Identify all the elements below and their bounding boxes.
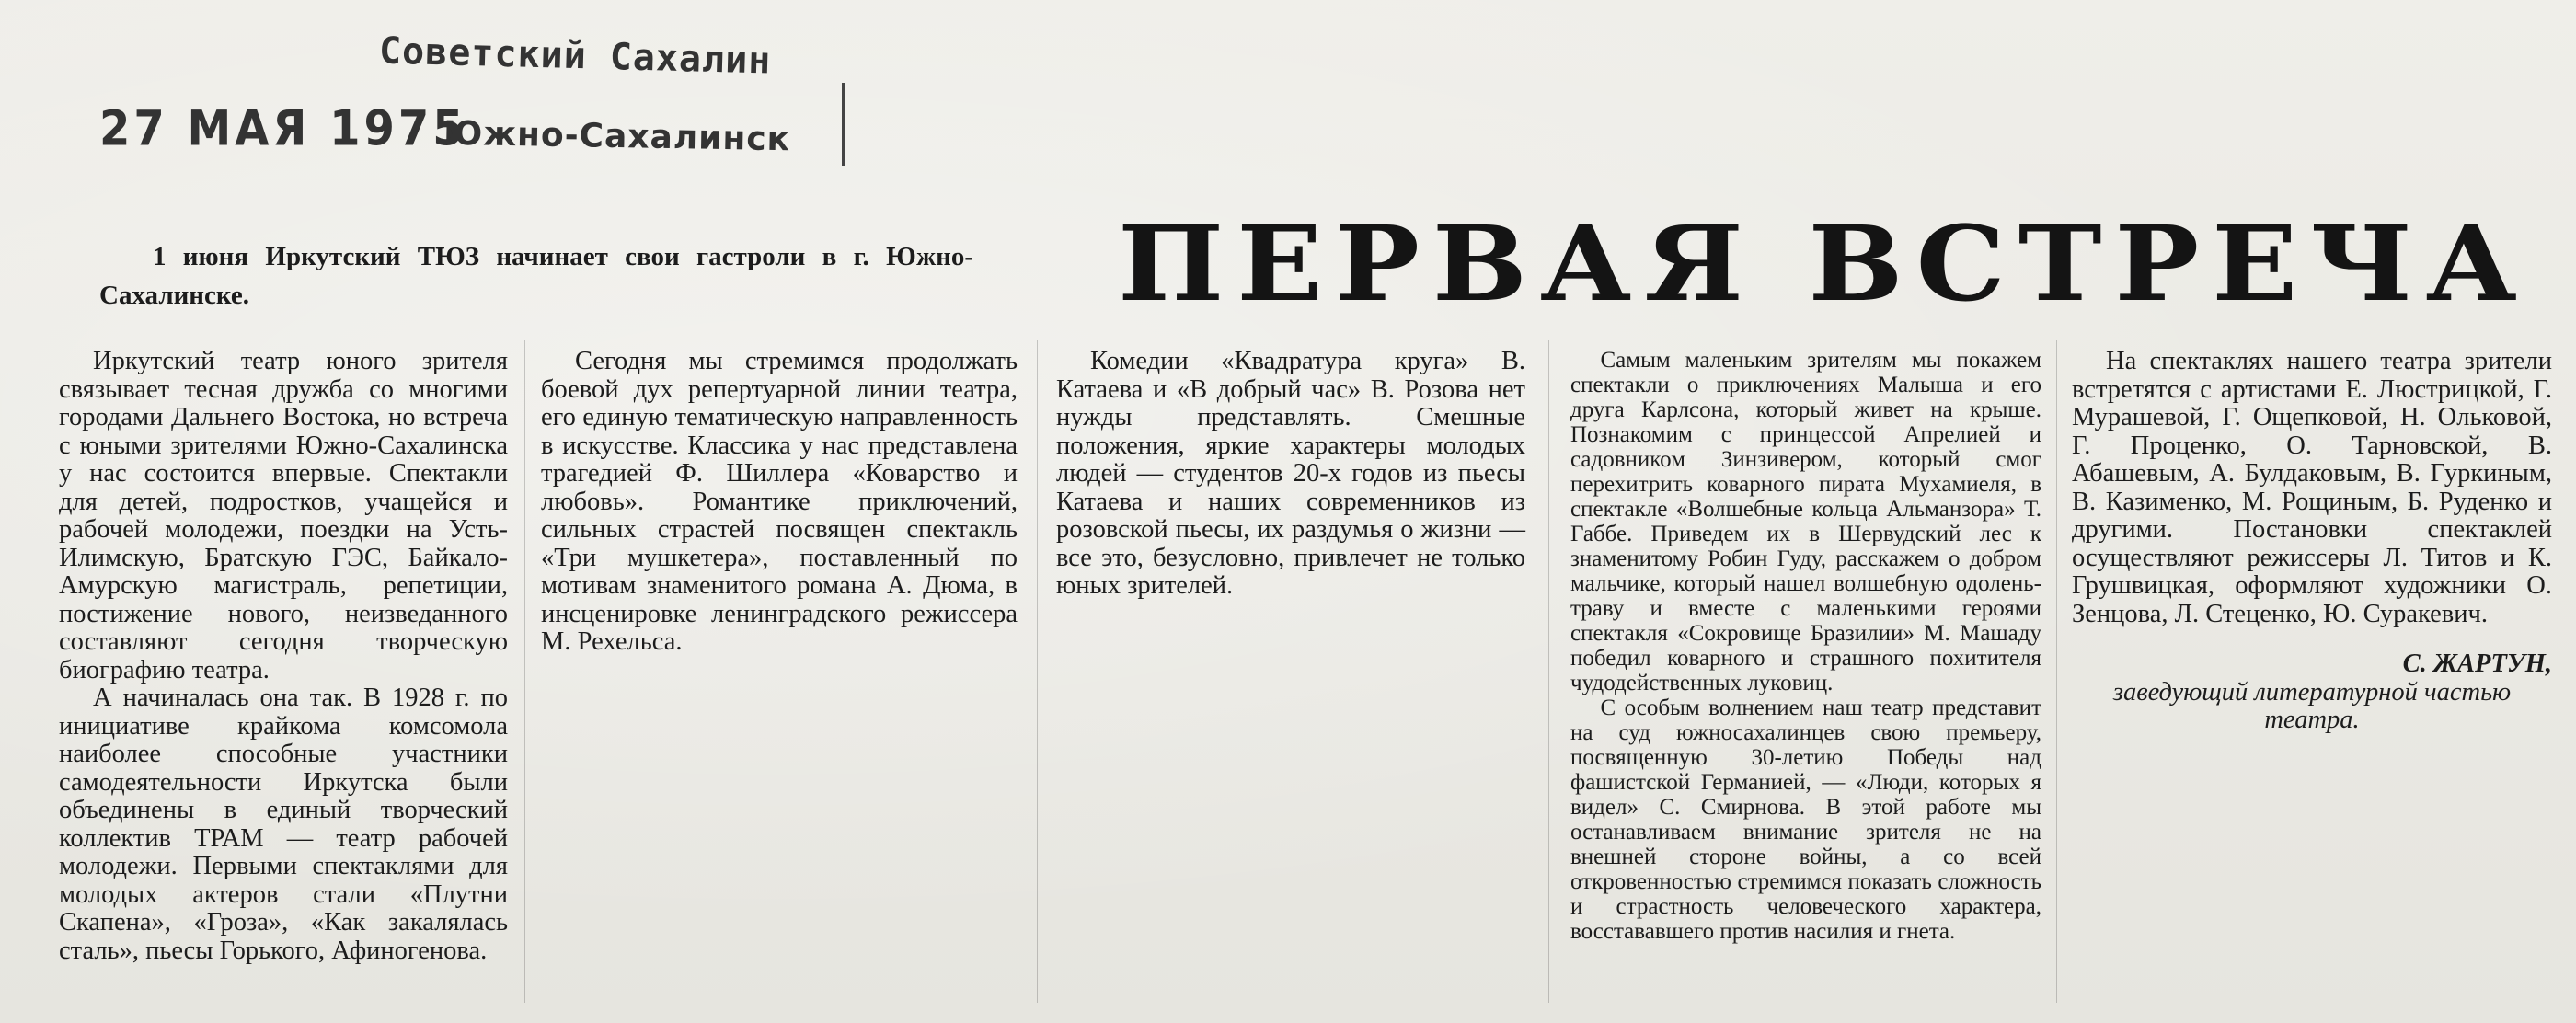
article-column-4 xyxy=(1570,348,2041,944)
article-column-5 xyxy=(2072,348,2552,735)
article-column-2 xyxy=(541,348,1018,657)
article-column-1 xyxy=(59,347,508,965)
article-paragraph: Самым маленьким зрителям мы покажем спектакли о приключениях Малыша и его друга Карлсона, который живет на крыше. Познакомим с принцессой Апрелией и садовником Зинзивером, который смог перехитрить коварного пирата Мухамиеля, в спектакле «Волшебные кольца Альманзора» Т. Габбе. Приведем их в Шервудский лес к знаменитому Робин Гуду, расскажем о добром мальчике, который нашел волшебную одолень-траву и вместе с маленькими героями спектакля «Сокровище Бразилии» М. Машаду победил коварного и страшного похитителя чудодейственных луковиц. xyxy=(1570,348,2041,695)
column-divider xyxy=(524,340,525,1003)
article-headline: ПЕРВАЯ ВСТРЕЧА xyxy=(1118,202,2530,325)
column-divider xyxy=(1548,340,1549,1003)
stamp-date: 27 МАЯ 1975 xyxy=(99,100,467,157)
article-paragraph: Комедии «Квадратура круга» В. Катаева и «В добрый час» В. Розова нет нужды представлять. Смешные положения, яркие характеры молодых людей — студентов 20-х годов из пьесы Катаева и наших современников из розовской пьесы, их раздумья о жизни — все это, безусловно, привлечет не только юных зрителей. xyxy=(1056,347,1525,600)
author-role: заведующий литературной частью театра. xyxy=(2112,677,2512,734)
article-paragraph: А начиналась она так. В 1928 г. по инициативе крайкома комсомола наиболее способные участники самодеятельности Иркутска были объединены в единый творческий коллектив ТРАМ — театр рабочей молодежи. Первыми спектаклями для молодых актеров стали «Плутни Скапена», «Гроза», «Как закалялась сталь», пьесы Горького, Афиногенова. xyxy=(59,684,508,965)
author-name: С. ЖАРТУН, xyxy=(2402,649,2552,678)
article-lead: 1 июня Иркутский ТЮЗ начинает свои гастроли в г. Южно-Сахалинске. xyxy=(99,242,973,310)
column-divider xyxy=(1037,340,1038,1003)
article-paragraph: С особым волнением наш театр представит на суд южносахалинцев свою премьеру, посвященную 30-летию Победы над фашистской Германией, — «Люди, которых я видел» С. Смирнова. В этой работе мы останавливаем внимание зрителя не на внешней стороне войны, а со всей откровенностью стремимся показать сложность и страстность человеческого характера, восстававшего против насилия и гнета. xyxy=(1570,695,2041,944)
article-paragraph: Сегодня мы стремимся продолжать боевой дух репертуарной линии театра, его единую тематическую направленность в искусстве. Классика у нас представлена трагедией Ф. Шиллера «Коварство и любовь». Романтике приключений, сильных страстей посвящен спектакль «Три мушкетера», поставленный по мотивам знаменитого романа А. Дюма, в инсценировке ленинградского режиссера М. Рехельса. xyxy=(541,347,1018,656)
column-divider xyxy=(2056,340,2057,1003)
article-paragraph: На спектаклях нашего театра зрители встретятся с артистами Е. Люстрицкой, Г. Мурашевой, Г. Ощепковой, Н. Ольковой, Г. Проценко, О. Тарновской, В. Абашевым, А. Булдаковым, В. Гуркиным, В. Казименко, М. Рощиным, Б. Руденко и другими. Постановки спектаклей осуществляют режиссеры Л. Титов и К. Грушвицкая, оформляют художники О. Зенцова, Л. Стеценко, Ю. Суракевич. xyxy=(2072,347,2552,628)
article-column-3 xyxy=(1056,348,1525,601)
article-paragraph: Иркутский театр юного зрителя связывает тесная дружба со многими городами Дальнего Востока, но встреча с юными зрителями Южно-Сахалинска у нас состоится впервые. Спектакли для детей, подростков, учащейся и рабочей молодежи, поездки на Усть-Илимскую, Братскую ГЭС, Байкало-Амурскую магистраль, репетиции, постижение нового, неизведанного составляют сегодня творческую биографию театра. xyxy=(59,347,508,684)
stamp-newspaper-name: Советский Сахалин xyxy=(378,29,772,83)
stamp-city: Южно-Сахалинск xyxy=(443,114,791,159)
